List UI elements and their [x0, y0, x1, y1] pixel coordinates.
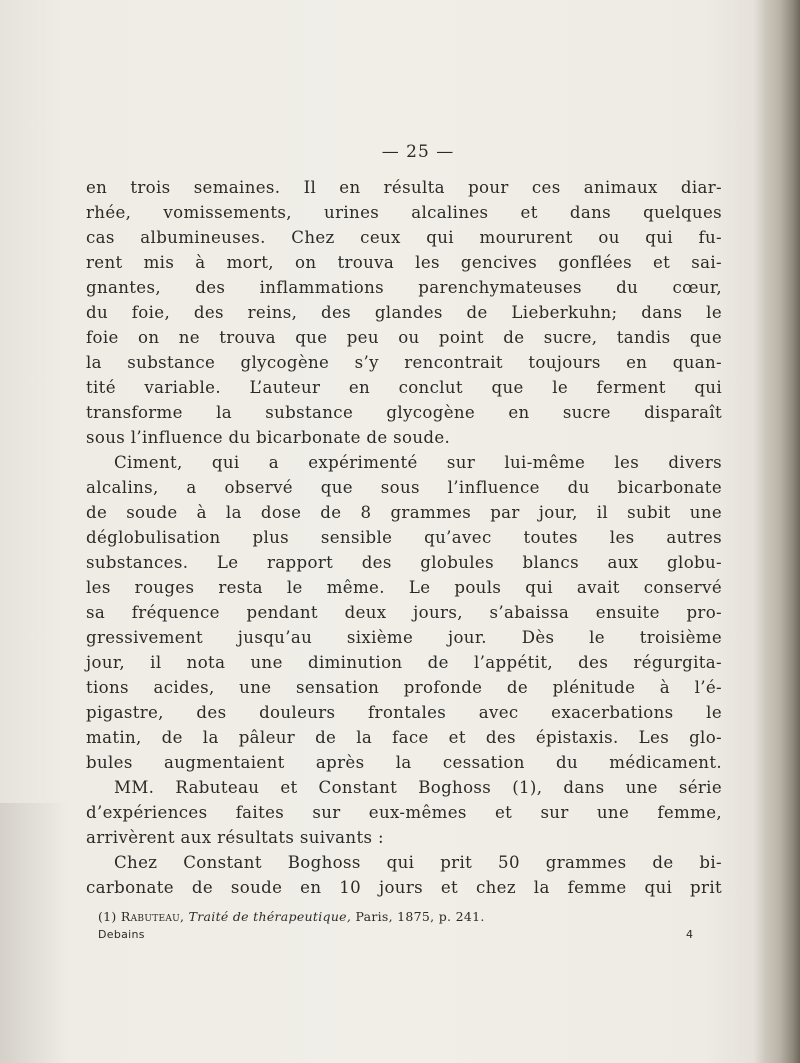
page-shadow [0, 803, 70, 1063]
paragraph-end-line: sous l’influence du bicarbonate de soude. [86, 428, 451, 447]
text-line: matin, de la pâleur de la face et des épistaxis. Les glo- [86, 728, 722, 747]
text-line: bules augmentaient après la cessation du médicament. [86, 753, 722, 772]
text-line: la substance glycogène s’y rencontrait toujours en quan- [86, 353, 722, 372]
text-line: substances. Le rapport des globules blancs aux globu- [86, 553, 722, 572]
paragraph-end-line: arrivèrent aux résultats suivants : [86, 828, 384, 847]
paragraph-start-line: MM. Rabuteau et Constant Boghoss (1), dans une série [114, 778, 722, 797]
text-line: rhée, vomissements, urines alcalines et dans quelques [86, 203, 722, 222]
signature-number: 4 [686, 928, 693, 941]
footnote-author: Rabuteau, [120, 909, 185, 924]
text-line: les rouges resta le même. Le pouls qui avait conservé [86, 578, 722, 597]
text-line: jour, il nota une diminution de l’appétit, des régurgita- [86, 653, 722, 672]
text-line: transforme la substance glycogène en sucre disparaît [86, 403, 722, 422]
footnote-title: Traité de thérapeutique, [188, 909, 352, 924]
text-line: rent mis à mort, on trouva les gencives gonflées et sai- [86, 253, 722, 272]
text-line: tions acides, une sensation profonde de plénitude à l’é- [86, 678, 722, 697]
text-line: du foie, des reins, des glandes de Lieberkuhn; dans le [86, 303, 722, 322]
text-line: de soude à la dose de 8 grammes par jour, il subit une [86, 503, 722, 522]
text-line: carbonate de soude en 10 jours et chez la femme qui prit [86, 878, 722, 897]
text-line: gnantes, des inflammations parenchymateuses du cœur, [86, 278, 722, 297]
paragraph-start-line: Chez Constant Boghoss qui prit 50 grammes de bi- [114, 853, 722, 872]
footnote-mark: (1) [98, 909, 117, 924]
text-line: déglobulisation plus sensible qu’avec toutes les autres [86, 528, 722, 547]
text-line: en trois semaines. Il en résulta pour ces animaux diar- [86, 178, 722, 197]
text-line: alcalins, a observé que sous l’influence du bicarbonate [86, 478, 722, 497]
page-number: — 25 — [381, 142, 455, 162]
text-line: gressivement jusqu’au sixième jour. Dès le troisième [86, 628, 722, 647]
text-line: sa fréquence pendant deux jours, s’abaissa ensuite pro- [86, 603, 722, 622]
footnote [98, 909, 485, 924]
paragraph-start-line: Ciment, qui a expérimenté sur lui-même les divers [114, 453, 722, 472]
book-spine [764, 0, 800, 1063]
text-line: foie on ne trouva que peu ou point de sucre, tandis que [86, 328, 722, 347]
text-line: cas albumineuses. Chez ceux qui moururent ou qui fu- [86, 228, 722, 247]
text-line: pigastre, des douleurs frontales avec exacerbations le [86, 703, 722, 722]
text-line: d’expériences faites sur eux-mêmes et sur une femme, [86, 803, 722, 822]
footnote-details: Paris, 1875, p. 241. [355, 909, 485, 924]
text-line: tité variable. L’auteur en conclut que le ferment qui [86, 378, 722, 397]
printer-signature: Debains [98, 928, 145, 941]
gutter-shadow [754, 0, 764, 1063]
